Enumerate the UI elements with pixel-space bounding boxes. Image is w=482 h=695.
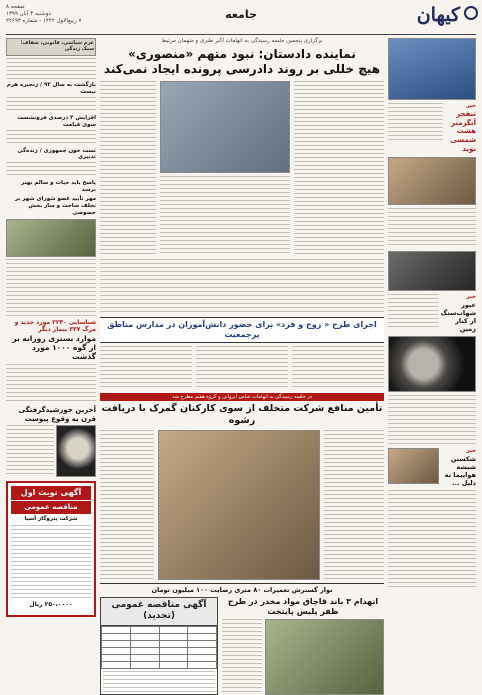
tender-title: آگهی مناقصه عمومی (تجدید) <box>101 598 217 626</box>
middle-headline-2: تأمین منافع شرکت متخلف از سوی کارکنان گمرک با دریافت رشوه <box>101 403 383 426</box>
lead-text-continued <box>100 259 384 314</box>
police-headline: انهدام ۳ باند قاچاق مواد مخدر در طرح ظفر پلیس پایتخت <box>227 597 379 616</box>
box2-text <box>388 294 439 328</box>
middle-text-2 <box>196 346 288 390</box>
photo-eclipse <box>56 425 96 477</box>
customs-text-2 <box>100 430 154 580</box>
lead-text-right <box>294 81 384 256</box>
lead-headline-2: هیچ خللی بر روند دادرسی پرونده ایجاد نمی‌کند <box>103 61 381 76</box>
covid-stat-title: شناسایی ۳۲۴۰ مورد جدید و مرگ ۳۳۷ بیمار دیگر <box>14 318 96 334</box>
photo-banner <box>388 38 476 100</box>
strip-headline: نوار گسترش تعمیرات ۸۰ متری رضایت ۱۰۰ میلیون تومان <box>151 585 333 594</box>
covid-text <box>6 364 96 404</box>
right-text-2 <box>388 395 476 445</box>
photo-right-2 <box>388 251 476 291</box>
middle-sub-kicker: در جلسه رسیدگی به اتهامات عباس ایروانی و گروه هفتم مطرح شد <box>100 393 384 401</box>
right-text-1 <box>388 208 476 248</box>
main-column <box>100 38 384 689</box>
left-text-3 <box>6 162 96 178</box>
ad-title-2: مناقصه عمومی <box>11 501 91 514</box>
left-item-4: پاسخ باید حیات و سالم بهتر نرسد <box>21 180 96 194</box>
police-text <box>222 619 262 695</box>
masthead <box>6 4 476 34</box>
photo-aerial <box>6 219 96 257</box>
header-rule <box>6 34 476 35</box>
tender-table <box>101 626 217 669</box>
section-title: جامعه <box>225 8 257 21</box>
left-text-0 <box>6 58 96 80</box>
lead-kicker: برگزاری پنجمین جلسه رسیدگی به اتهامات اکبر طبری و متهمان مرتبط <box>161 38 323 44</box>
photo-right-3 <box>388 448 439 484</box>
tender-text <box>103 671 215 695</box>
box1-text <box>388 103 443 141</box>
middle-text-3 <box>100 346 192 390</box>
eclipse-title: آخرین خورشیدگرفتگی قرن به وقوع پیوست <box>18 405 96 423</box>
box1-title: تنفجر آنگرمتر هشت شمسی نوید <box>450 109 476 153</box>
ad-text <box>11 525 91 599</box>
lead-text-left <box>100 81 156 256</box>
left-top-box <box>6 38 96 56</box>
box1-label: خبر <box>466 103 476 109</box>
middle-banner <box>100 317 384 343</box>
box3-title: شکستن شیشه هواپیما به دلیل ... <box>444 454 476 488</box>
issue-line: ۷ ربیع‌الاول ۱۴۴۲ - شماره ۲۲۶۹۳ <box>6 17 82 24</box>
ad-title-1: آگهی نوبت اول <box>11 486 91 500</box>
tender-box <box>100 597 218 695</box>
photo-asteroid <box>388 336 476 392</box>
lead-headline-1: نماینده دادستان: نبود متهم «منصوری» <box>128 46 356 61</box>
left-item-2: افزایش ۳ درصدی فرونشست سوی قیامت <box>17 114 96 128</box>
photo-courtroom-2 <box>158 430 320 580</box>
photo-police <box>265 619 384 695</box>
page-meta <box>6 4 81 25</box>
logo-text: کیهان <box>416 4 460 26</box>
middle-headline: اجرای طرح « زوج و فرد» برای حضور دانش‌آموزان در مدارس مناطق پرجمعیت <box>107 319 377 339</box>
lead-text-under-photo <box>160 176 290 256</box>
middle-text-1 <box>292 346 384 390</box>
photo-right-1 <box>388 157 476 205</box>
right-text-3 <box>388 490 476 590</box>
left-text-2 <box>6 130 96 146</box>
page-label: صفحه ۸ <box>6 4 25 10</box>
left-text-4 <box>6 259 96 317</box>
left-item-5: مهر تأیید عضو شورای شهر بر تخلف ساخت و ساز بخش خصوصی <box>14 196 96 216</box>
left-item-3: تست خون جمهوری / زنده‌گی تدبیری <box>17 147 96 161</box>
box2-label: خبر <box>466 293 476 300</box>
left-column <box>6 38 96 689</box>
box2-title: عبور شهاب‌سنگ از کنار زمین <box>440 300 476 333</box>
covid-stat-sub: موارد بستری روزانه بر از گوه ۱۰۰۰ مورد گذشت <box>12 333 96 362</box>
date-line: دوشنبه ۳ آبان ۱۳۹۹ <box>6 10 51 17</box>
left-item-1: بازگشت به سال ۹۲ / زنجیره هرم نیست <box>6 82 96 95</box>
photo-courtroom-1 <box>160 81 290 173</box>
right-column <box>388 38 476 689</box>
customs-text-1 <box>324 430 384 580</box>
ad-amount: ۲۵۰،۰۰۰۰ ریال <box>29 600 73 608</box>
left-box-header: عزم سیاسی، قانونی، شفاف؛ سبک زندگی <box>20 40 94 53</box>
ad-box <box>6 481 96 617</box>
left-text-1 <box>6 97 96 113</box>
bottom-strip <box>100 583 384 594</box>
eclipse-text <box>6 425 54 477</box>
box3-label: خبر <box>466 448 476 454</box>
ad-company: شرکت پتروگاز آسیا <box>24 516 78 522</box>
